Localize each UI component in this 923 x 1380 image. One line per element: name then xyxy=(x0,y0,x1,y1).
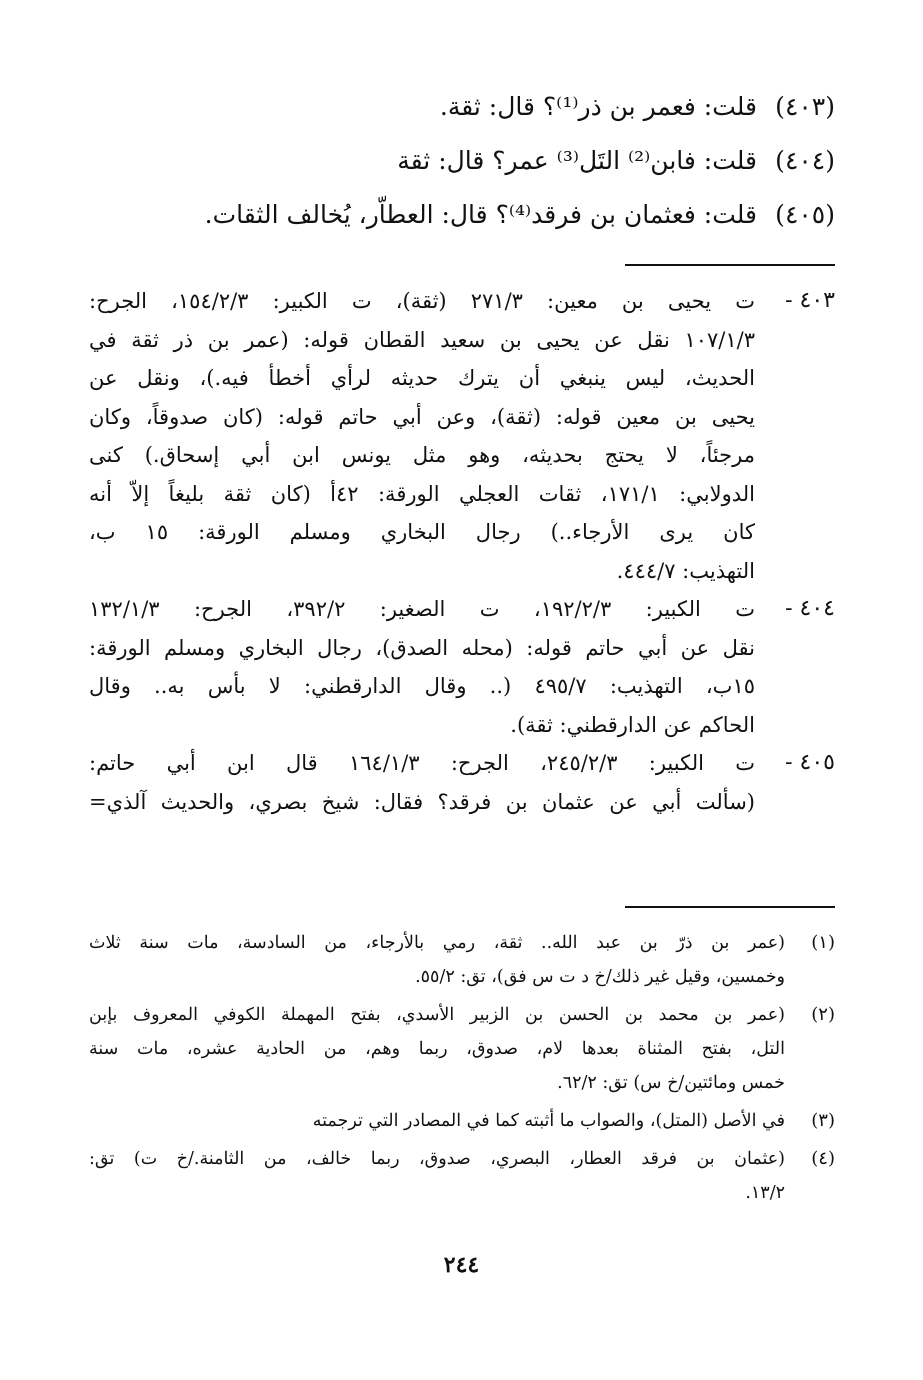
entry-number: ٤٠٣ - xyxy=(785,288,835,313)
text-line: ١٠٧/١/٣ نقل عن يحيى بن سعيد القطان قوله: (عمر بن ذر ثقة في xyxy=(89,327,755,352)
footnote-number: (٢) xyxy=(811,1004,835,1025)
footnote-body xyxy=(89,926,785,994)
commentary-entry-404 xyxy=(89,590,835,744)
question-403 xyxy=(75,92,835,146)
footnote-line: وخمسين، وقيل غير ذلك/خ د ت س فق)، تق: ٥٥/٢. xyxy=(415,967,785,987)
question-number: (٤٠٤) xyxy=(775,146,835,175)
question-text: قلت: فعثمان بن فرقد⁽⁴⁾؟ قال: العطاّر، يُخالف الثقات. xyxy=(204,200,757,229)
footnote-line: (عثمان بن فرقد العطار، البصري، صدوق، ربما خالف، من الثامنة./خ ت) تق: xyxy=(89,1149,785,1169)
footnote-4 xyxy=(89,1142,835,1210)
text-line: (سألت أبي عن عثمان بن فرقد؟ فقال: شيخ بصري، والحديث آلذي= xyxy=(89,789,755,814)
entry-body xyxy=(89,590,755,744)
footnote-3 xyxy=(89,1104,835,1138)
text-line: ت يحيى بن معين: ٢٧١/٣ (ثقة)، ت الكبير: ١٥٤/٢/٣، الجرح: xyxy=(89,289,755,313)
commentary-entry-405 xyxy=(89,744,835,821)
footnote-number: (٣) xyxy=(811,1110,835,1131)
text-line: ١٥ب، التهذيب: ٤٩٥/٧ (.. وقال الدارقطني: لا بأس به.. وقال xyxy=(89,674,755,698)
question-text: قلت: فابن⁽²⁾ التَل⁽³⁾ عمر؟ قال: ثقة xyxy=(397,146,757,175)
footnote-line: (عمر بن ذرّ بن عبد الله.. ثقة، رمي بالأرجاء، من السادسة، مات سنة ثلاث xyxy=(89,933,785,953)
footnote-body xyxy=(89,1104,785,1138)
footnote-2 xyxy=(89,998,835,1100)
entry-body xyxy=(89,282,755,590)
page-number: ٢٤٤ xyxy=(443,1252,480,1278)
footnote-line: ١٣/٢. xyxy=(745,1183,785,1203)
footnote-line: خمس ومائتين/خ س) تق: ٦٢/٢. xyxy=(557,1073,785,1093)
question-text: قلت: فعمر بن ذر⁽¹⁾؟ قال: ثقة. xyxy=(439,92,757,121)
question-number: (٤٠٣) xyxy=(775,92,835,121)
footnotes-block xyxy=(89,926,835,1214)
footnote-line: (عمر بن محمد بن الحسن بن الزبير الأسدي، بفتح المهملة الكوفي المعروف بإبن xyxy=(89,1005,785,1025)
section-divider xyxy=(625,264,835,266)
footnote-line: في الأصل (المتل)، والصواب ما أثبته كما في المصادر التي ترجمته xyxy=(312,1111,785,1131)
footnote-body xyxy=(89,998,785,1100)
footnote-line: التل، بفتح المثناة بعدها لام، صدوق، ربما وهم، من الحادية عشره، مات سنة xyxy=(89,1039,785,1059)
footnote-1 xyxy=(89,926,835,994)
text-line: ت الكبير: ١٩٢/٢/٣، ت الصغير: ٣٩٢/٢، الجرح: ١٣٢/١/٣ xyxy=(89,597,755,621)
footnote-body xyxy=(89,1142,785,1210)
text-line: الحديث، ليس ينبغي أن يترك حديثه لرأي أخطأ فيه.)، ونقل عن xyxy=(89,366,755,390)
question-405 xyxy=(75,200,835,254)
text-line: نقل عن أبي حاتم قوله: (محله الصدق)، رجال البخاري ومسلم الورقة: xyxy=(89,635,755,660)
question-number: (٤٠٥) xyxy=(775,200,835,229)
footnote-number: (١) xyxy=(811,932,835,953)
footnote-number: (٤) xyxy=(811,1148,835,1169)
text-line: التهذيب: ٤٤٤/٧. xyxy=(616,558,755,583)
question-404 xyxy=(75,146,835,200)
entry-number: ٤٠٥ - xyxy=(785,750,835,775)
questions-block xyxy=(75,92,835,254)
text-line: ت الكبير: ٢٤٥/٢/٣، الجرح: ١٦٤/١/٣ قال ابن أبي حاتم: xyxy=(89,751,755,775)
commentary-block xyxy=(89,282,835,821)
entry-number: ٤٠٤ - xyxy=(785,596,835,621)
footnote-divider xyxy=(625,906,835,908)
text-line: الدولابي: ١٧١/١، ثقات العجلي الورقة: ٤٢أ (كان ثقة بليغاً إلاّ أنه xyxy=(89,481,755,506)
text-line: مرجئاً، لا يحتج بحديثه، وهو مثل يونس ابن أبي إسحاق.) كنى xyxy=(89,443,755,467)
text-line: يحيى بن معين قوله: (ثقة)، وعن أبي حاتم قوله: (كان صدوقاً، وكان xyxy=(89,404,755,429)
commentary-entry-403 xyxy=(89,282,835,590)
text-line: كان يرى الأرجاء..) رجال البخاري ومسلم الورقة: ١٥ ب، xyxy=(89,520,755,544)
entry-body xyxy=(89,744,755,821)
text-line: الحاكم عن الدارقطني: ثقة). xyxy=(510,712,755,737)
